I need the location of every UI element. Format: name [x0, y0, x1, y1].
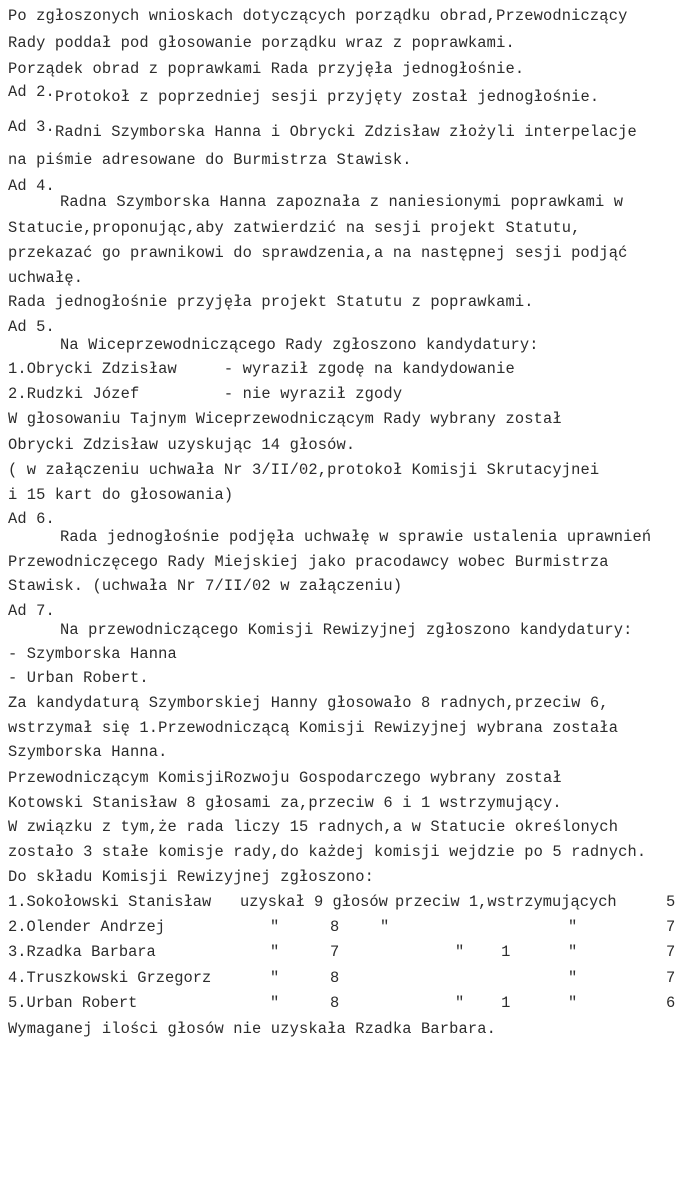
votes-for: 8: [330, 994, 340, 1012]
text-line: przekazać go prawnikowi do sprawdzenia,a na następnej sesji podjąć: [8, 244, 628, 262]
text-line: Na Wiceprzewodniczącego Rady zgłoszono kandydatury:: [60, 336, 539, 354]
ditto-mark: ": [568, 994, 578, 1012]
ditto-mark: ": [380, 918, 390, 936]
text-line: 1.Obrycki Zdzisław - wyraził zgodę na kandydowanie: [8, 360, 515, 378]
text-line: Przewodniczącym KomisjiRozwoju Gospodarczego wybrany został: [8, 769, 562, 787]
vote-row: [8, 915, 688, 939]
votes-for: 7: [330, 943, 340, 961]
ditto-mark: ": [270, 969, 280, 987]
text-line: wstrzymał się 1.Przewodniczącą Komisji Rewizyjnej wybrana została: [8, 719, 619, 737]
text-line: na piśmie adresowane do Burmistrza Stawisk.: [8, 151, 412, 169]
text-line: Na przewodniczącego Komisji Rewizyjnej zgłoszono kandydatury:: [60, 621, 633, 639]
text-line: zostało 3 stałe komisje rady,do każdej komisji wejdzie po 5 radnych.: [8, 843, 647, 861]
agenda-item-2: [8, 85, 599, 109]
candidate-name: 2.Olender Andrzej: [8, 918, 166, 936]
ditto-mark: ": [270, 994, 280, 1012]
votes-for: 9 głosów: [314, 893, 388, 911]
votes-for: 8: [330, 969, 340, 987]
votes-against: " 1: [455, 943, 511, 961]
text-line: W związku z tym,że rada liczy 15 radnych,a w Statucie określonych: [8, 818, 619, 836]
ditto-mark: ": [568, 943, 578, 961]
votes-against-abstain: przeciw 1,wstrzymujących: [395, 893, 617, 911]
candidate-name: 1.Sokołowski Stanisław: [8, 893, 212, 911]
votes-abstain: 7: [666, 943, 676, 961]
text-line: Statucie,proponując,aby zatwierdzić na sesji projekt Statutu,: [8, 219, 581, 237]
votes-abstain: 7: [666, 918, 676, 936]
candidate-name: 5.Urban Robert: [8, 994, 138, 1012]
text-line: - Szymborska Hanna: [8, 645, 177, 663]
agenda-label: Ad 3.: [8, 118, 55, 136]
text-line: 2.Rudzki Józef - nie wyraził zgody: [8, 385, 403, 403]
vote-row: [8, 991, 688, 1015]
agenda-label: Ad 2.: [8, 83, 55, 101]
agenda-item-3: [8, 120, 637, 144]
ditto-mark: ": [568, 918, 578, 936]
votes-abstain: 5: [666, 893, 676, 911]
votes-against: " 1: [455, 994, 511, 1012]
text-line: Porządek obrad z poprawkami Rada przyjęła jednogłośnie.: [8, 60, 525, 78]
text-line: ( w załączeniu uchwała Nr 3/II/02,protokoł Komisji Skrutacyjnei: [8, 461, 600, 479]
text-line: Do składu Komisji Rewizyjnej zgłoszono:: [8, 868, 375, 886]
text-line: Wymaganej ilości głosów nie uzyskała Rzadka Barbara.: [8, 1020, 497, 1038]
candidate-name: 4.Truszkowski Grzegorz: [8, 969, 212, 987]
agenda-label: Ad 4.: [8, 177, 55, 195]
text-line: Protokoł z poprzedniej sesji przyjęty został jednogłośnie.: [54, 88, 600, 106]
vote-row: [8, 940, 688, 964]
text-line: Stawisk. (uchwała Nr 7/II/02 w załączeniu): [8, 577, 403, 595]
text-line: Kotowski Stanisław 8 głosami za,przeciw 6 i 1 wstrzymujący.: [8, 794, 562, 812]
agenda-label: Ad 5.: [8, 318, 55, 336]
vote-label: uzyskał: [240, 893, 305, 911]
ditto-mark: ": [270, 943, 280, 961]
text-line: Rady poddał pod głosowanie porządku wraz z poprawkami.: [8, 34, 515, 52]
agenda-label: Ad 7.: [8, 602, 55, 620]
vote-row: [8, 966, 688, 990]
text-line: Rada jednogłośnie podjęła uchwałę w sprawie ustalenia uprawnień: [60, 528, 652, 546]
text-line: Radni Szymborska Hanna i Obrycki Zdzisław złożyli interpelacje: [54, 123, 637, 141]
votes-abstain: 6: [666, 994, 676, 1012]
candidate-name: 3.Rzadka Barbara: [8, 943, 156, 961]
ditto-mark: ": [568, 969, 578, 987]
text-line: Za kandydaturą Szymborskiej Hanny głosowało 8 radnych,przeciw 6,: [8, 694, 609, 712]
text-line: Rada jednogłośnie przyjęła projekt Statutu z poprawkami.: [8, 293, 534, 311]
text-line: W głosowaniu Tajnym Wiceprzewodniczącym Rady wybrany został: [8, 410, 562, 428]
vote-row: [8, 890, 688, 914]
text-line: i 15 kart do głosowania): [8, 486, 234, 504]
text-line: Radna Szymborska Hanna zapoznała z naniesionymi poprawkami w: [60, 193, 624, 211]
text-line: Przewodniczęcego Rady Miejskiej jako pracodawcy wobec Burmistrza: [8, 553, 609, 571]
text-line: - Urban Robert.: [8, 669, 149, 687]
text-line: Obrycki Zdzisław uzyskując 14 głosów.: [8, 436, 356, 454]
text-line: Szymborska Hanna.: [8, 743, 168, 761]
text-line: uchwałę.: [8, 269, 84, 287]
ditto-mark: ": [270, 918, 280, 936]
text-line: Po zgłoszonych wnioskach dotyczących porządku obrad,Przewodniczący: [8, 7, 628, 25]
agenda-label: Ad 6.: [8, 510, 55, 528]
votes-abstain: 7: [666, 969, 676, 987]
votes-for: 8: [330, 918, 340, 936]
